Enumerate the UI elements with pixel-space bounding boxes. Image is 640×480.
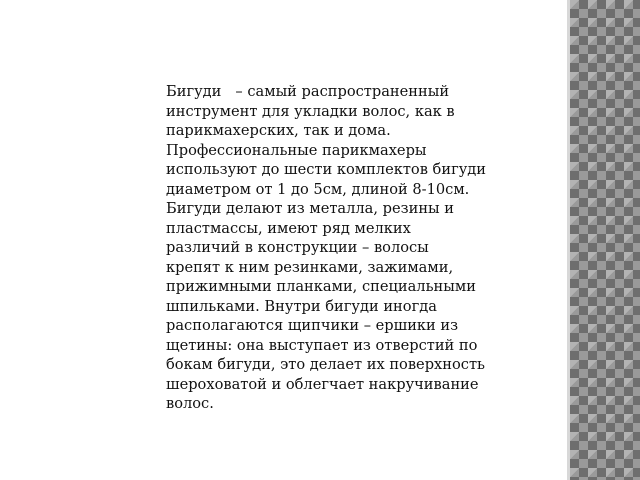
slide-body-text [166, 82, 486, 414]
decorative-pattern-strip [570, 0, 640, 480]
term-text: Бигуди [166, 83, 222, 100]
definition-text: – самый распространенный инструмент для укладки волос, как в парикмахерских, так и дома. Профессиональные парикмахеры используют до шести комплектов бигуди диаметром от 1 до 5см, длиной 8-10см. Бигуди делают из металла, резины и пластмассы, имеют ряд мелких различий в конструкции – волосы крепят к ним резинками, зажимами, прижимными планками, специальными шпильками. Внутри бигуди иногда располагаются щипчики – ершики из щетины: она выступает из отверстий по бокам бигуди, это делает их поверхность шероховатой и облегчает накручивание волос. [166, 83, 487, 412]
